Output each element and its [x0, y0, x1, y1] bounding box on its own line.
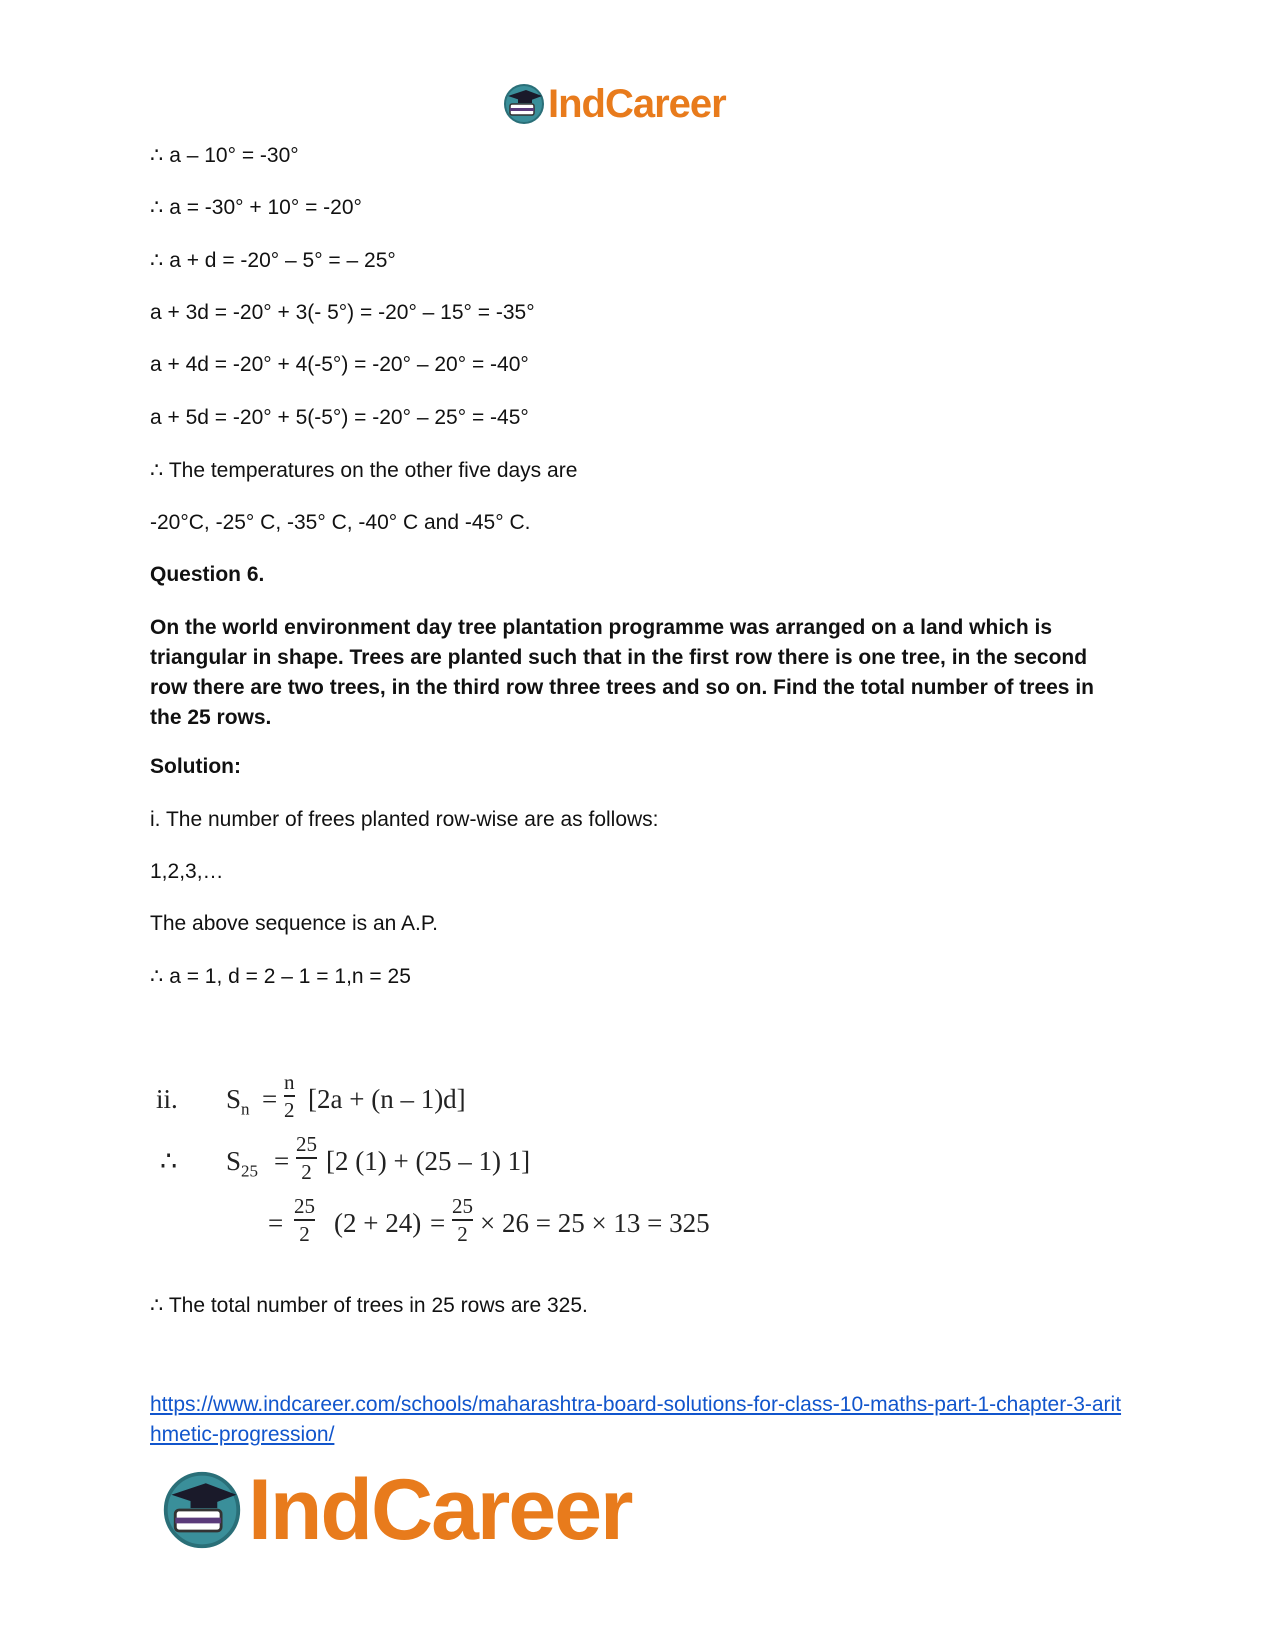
equation-line: ∴ a = -30° + 10° = -20° — [150, 196, 362, 219]
solution-line: 1,2,3,… — [150, 860, 224, 883]
logo-wordmark: IndCareer — [548, 81, 726, 126]
equals-sign: = — [274, 1146, 290, 1176]
solution-line: The above sequence is an A.P. — [150, 912, 438, 935]
fraction-n-over-2: n 2 — [284, 1070, 295, 1122]
equation-line: ∴ a – 10° = -30° — [150, 144, 299, 167]
question-label: Question 6. — [150, 563, 265, 586]
footer-logo — [160, 1461, 632, 1558]
solution-line: i. The number of frees planted row-wise are as follows: — [150, 808, 659, 831]
text-line: ∴ The temperatures on the other five days are — [150, 459, 578, 482]
conclusion-line: ∴ The total number of trees in 25 rows are 325. — [150, 1294, 588, 1317]
sn-symbol: $S_n$ — [226, 1084, 250, 1119]
sum-parenthesis: (2 + 24) — [334, 1208, 422, 1238]
final-computation: × 26 = 25 × 13 = 325 — [480, 1208, 710, 1238]
sum-formula — [150, 1070, 750, 1270]
s25-symbol: $S_{25}$ — [226, 1146, 259, 1181]
solution-line: ∴ a = 1, d = 2 – 1 = 1,n = 25 — [150, 965, 411, 988]
equation-line: a + 4d = -20° + 4(-5°) = -20° – 20° = -40° — [150, 353, 529, 376]
source-link[interactable]: https://www.indcareer.com/schools/maharashtra-board-solutions-for-class-10-maths-part-1-chapter-3-arithmetic-progression/ — [150, 1393, 1122, 1446]
fraction-25-over-2: 25 2 — [452, 1194, 473, 1246]
therefore-symbol: ∴ — [160, 1146, 178, 1176]
header-logo — [502, 80, 726, 128]
logo-wordmark: IndCareer — [248, 1461, 632, 1558]
sn-formula-rhs: [2a + (n – 1)d] — [308, 1084, 466, 1114]
equation-line: a + 3d = -20° + 3(- 5°) = -20° – 15° = -35° — [150, 301, 535, 324]
equation-line: ∴ a + d = -20° – 5° = – 25° — [150, 249, 396, 272]
equals-sign: = — [268, 1208, 284, 1238]
question-text: On the world environment day tree plantation programme was arranged on a land which is triangular in shape. Trees are planted such that in the first row there is one tree, in the second row there are two trees, in the third row three trees and so on. Find the total number of trees in the 25 rows. — [150, 616, 1094, 729]
equals-sign: = — [262, 1084, 278, 1114]
solution-label: Solution: — [150, 755, 241, 778]
fraction-25-over-2: 25 2 — [296, 1132, 317, 1184]
step-label: ii. — [156, 1084, 178, 1114]
s25-formula-rhs: [2 (1) + (25 – 1) 1] — [326, 1146, 531, 1176]
equals-sign: = — [430, 1208, 446, 1238]
equation-line: a + 5d = -20° + 5(-5°) = -20° – 25° = -45° — [150, 406, 529, 429]
graduation-cap-book-globe-icon — [502, 82, 546, 126]
graduation-cap-book-globe-icon — [160, 1468, 244, 1552]
fraction-25-over-2: 25 2 — [294, 1194, 315, 1246]
text-line: -20°C, -25° C, -35° C, -40° C and -45° C. — [150, 511, 531, 534]
